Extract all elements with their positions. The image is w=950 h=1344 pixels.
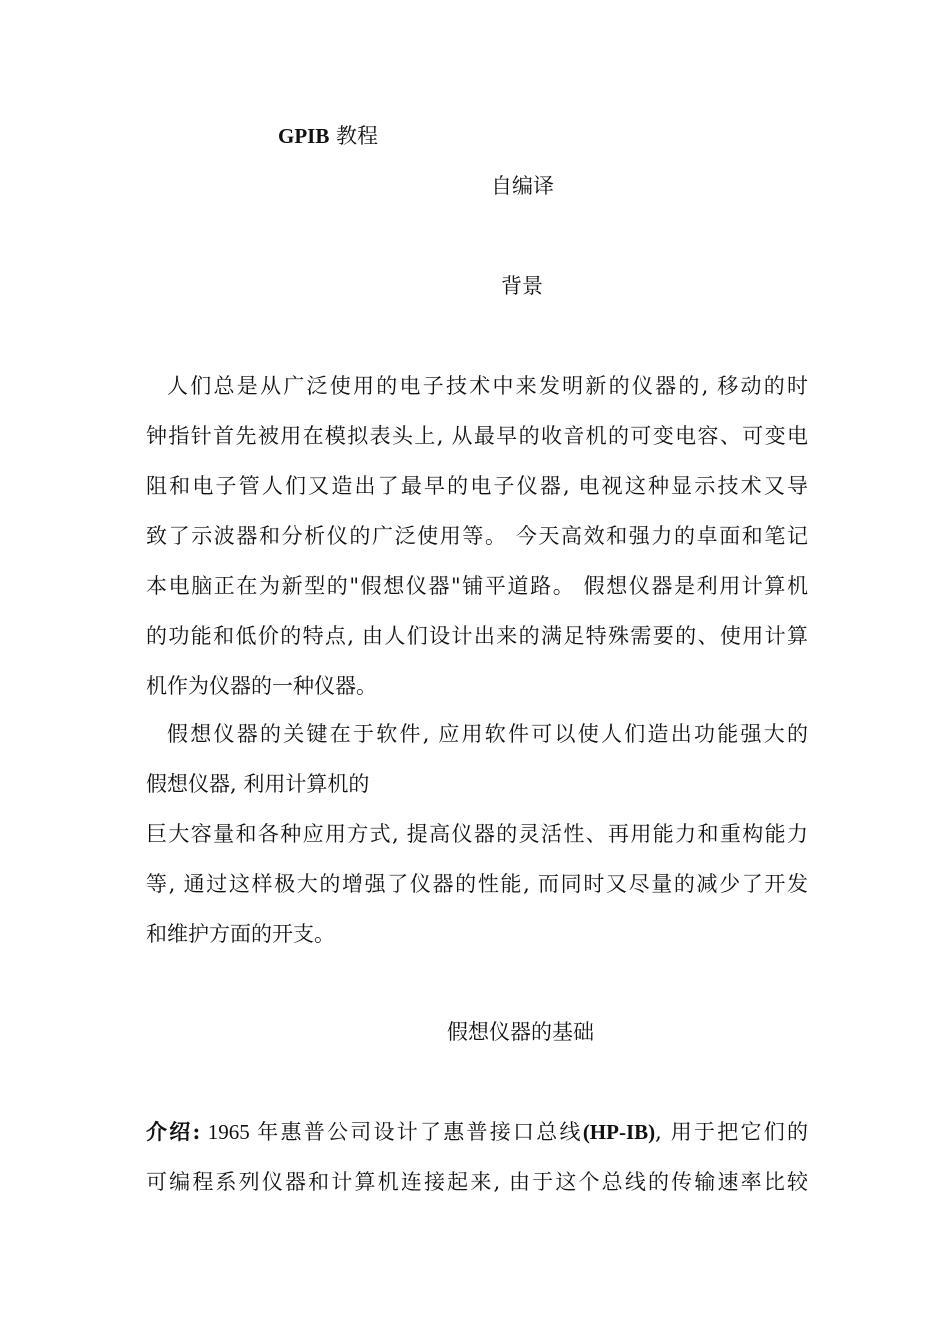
- paragraph1-line-1: 人们总是从广泛使用的电子技术中来发明新的仪器的, 移动的时: [167, 374, 808, 398]
- title-suffix: 教程: [329, 124, 379, 148]
- intro-text-b: , 用于把它们的: [655, 1120, 808, 1144]
- paragraph2-line-2: 假想仪器, 利用计算机的: [146, 772, 370, 796]
- intro-line-1: [146, 1117, 808, 1147]
- paragraph1-line-5: 本电脑正在为新型的"假想仪器"铺平道路。 假想仪器是利用计算机: [146, 574, 808, 598]
- paragraph2-line-4: 等, 通过这样极大的增强了仪器的性能, 而同时又尽量的减少了开发: [146, 872, 808, 896]
- intro-text-a: 年惠普公司设计了惠普接口总线: [257, 1120, 583, 1144]
- paragraph2-line-3: 巨大容量和各种应用方式, 提高仪器的灵活性、再用能力和重构能力: [146, 822, 808, 846]
- paragraph1-line-6: 的功能和低价的特点, 由人们设计出来的满足特殊需要的、使用计算: [146, 624, 808, 648]
- title-acronym: GPIB: [278, 124, 330, 148]
- document-title: [278, 121, 378, 151]
- document-subtitle: 自编译: [491, 174, 554, 198]
- section-heading-background: 背景: [501, 274, 543, 298]
- intro-label: 介绍:: [146, 1119, 201, 1144]
- paragraph2-line-5: 和维护方面的开支。: [146, 922, 335, 946]
- section-heading-fundamentals: 假想仪器的基础: [447, 1020, 594, 1044]
- paragraph2-line-1: 假想仪器的关键在于软件, 应用软件可以使人们造出功能强大的: [167, 722, 808, 746]
- paragraph1-line-7: 机作为仪器的一种仪器。: [146, 674, 377, 698]
- intro-year: 1965: [200, 1120, 258, 1144]
- paragraph1-line-4: 致了示波器和分析仪的广泛使用等。 今天高效和强力的卓面和笔记: [146, 524, 808, 548]
- paragraph1-line-3: 阻和电子管人们又造出了最早的电子仪器, 电视这种显示技术又导: [146, 474, 808, 498]
- paragraph1-line-2: 钟指针首先被用在模拟表头上, 从最早的收音机的可变电容、可变电: [146, 424, 808, 448]
- intro-bus-name: (HP-IB): [582, 1120, 656, 1144]
- intro-line-2: 可编程系列仪器和计算机连接起来, 由于这个总线的传输速率比较: [146, 1170, 808, 1194]
